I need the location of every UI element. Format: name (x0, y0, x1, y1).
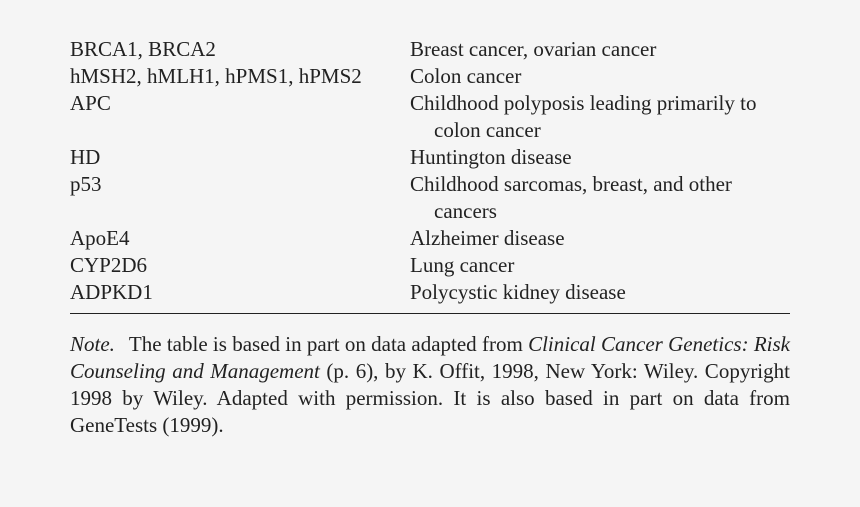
note-text-end: (p. 6), by K. Offit, 1998, New York: Wiley. Copyright 1998 by Wiley. Adapted with permission. It is also based in part on data from GeneTests (1999). (70, 359, 790, 437)
disease-cell: Polycystic kidney disease (410, 280, 626, 304)
disease-cell: Huntington disease (410, 145, 572, 169)
note-label: Note. (70, 332, 115, 356)
disease-cell: Breast cancer, ovarian cancer (410, 37, 657, 61)
gene-cell: hMSH2, hMLH1, hPMS1, hPMS2 (70, 64, 362, 88)
table-row (70, 90, 790, 144)
note-text-start: The table is based in part on data adapted from (128, 332, 529, 356)
disease-cell: Colon cancer (410, 64, 522, 88)
note-book-title: Clinical Cancer Genetics: Risk Counseling and Management (70, 332, 790, 383)
table-note (70, 331, 790, 439)
table-page (70, 36, 790, 439)
gene-cell: ApoE4 (70, 226, 130, 250)
gene-cell: BRCA1, BRCA2 (70, 37, 216, 61)
disease-cell: Childhood polyposis leading primarily to colon cancer (410, 91, 757, 142)
table-row (70, 279, 790, 306)
disease-cell: Alzheimer disease (410, 226, 565, 250)
gene-cell: ADPKD1 (70, 280, 153, 304)
table-row (70, 144, 790, 171)
table-row (70, 36, 790, 63)
gene-disease-table (70, 36, 790, 306)
gene-cell: CYP2D6 (70, 253, 148, 277)
gene-cell: p53 (70, 172, 102, 196)
table-row (70, 63, 790, 90)
gene-cell: HD (70, 145, 101, 169)
table-row (70, 171, 790, 225)
table-row (70, 225, 790, 252)
gene-cell: APC (70, 91, 111, 115)
table-row (70, 252, 790, 279)
disease-cell: Childhood sarcomas, breast, and other cancers (410, 172, 732, 223)
disease-cell: Lung cancer (410, 253, 515, 277)
table-bottom-rule (70, 313, 790, 314)
